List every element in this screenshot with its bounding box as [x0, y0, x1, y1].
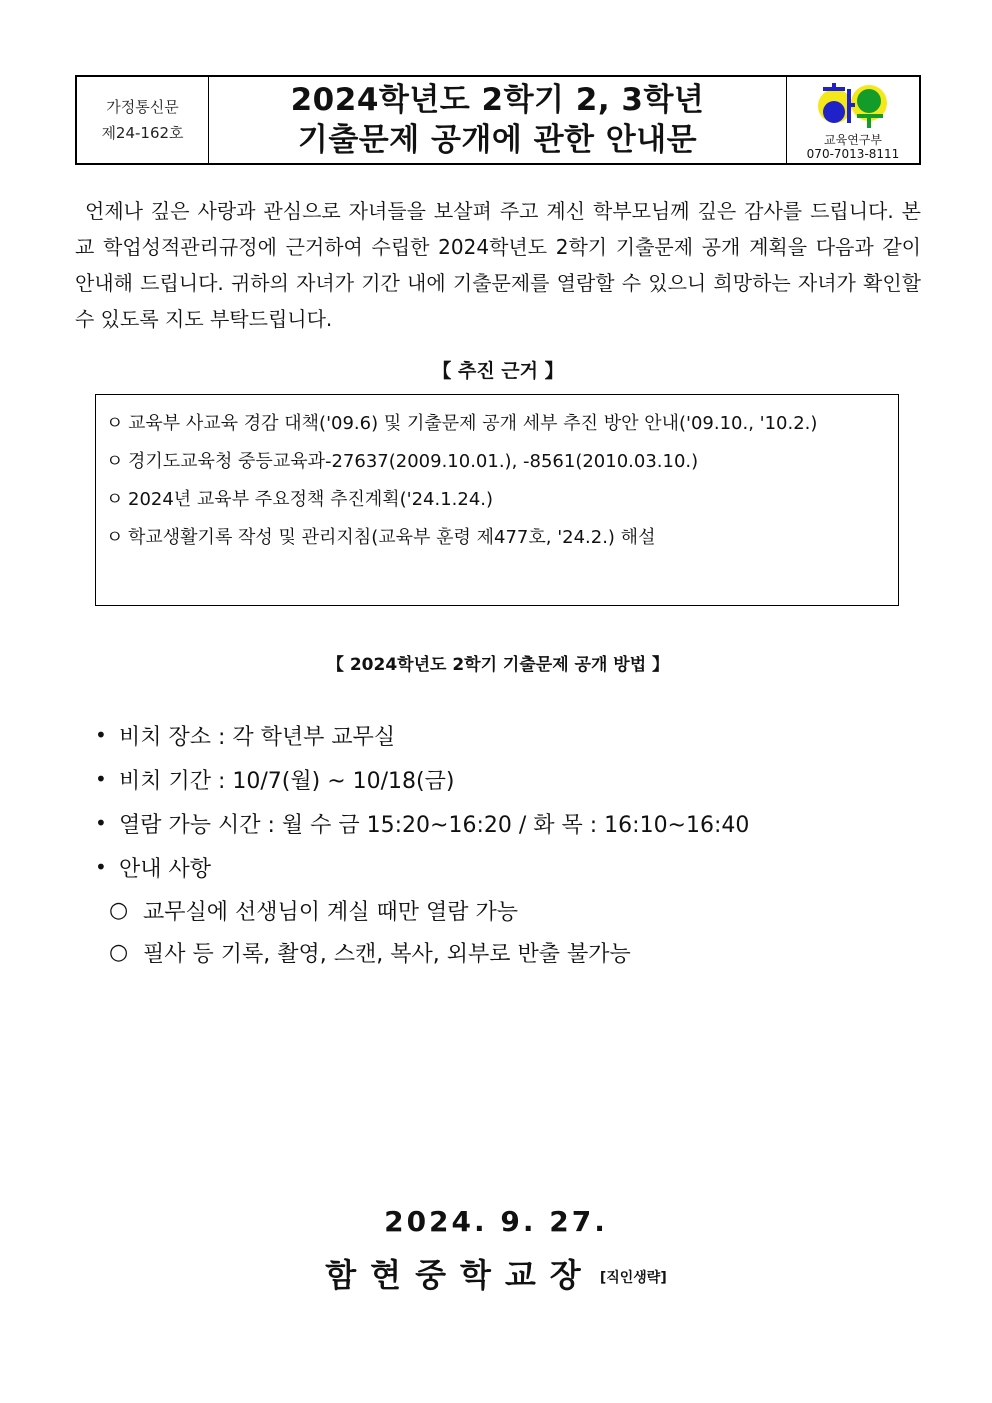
basis-section-title: 【 추진 근거 】: [432, 360, 564, 382]
basis-item-text: 2024년 교육부 주요정책 추진계획('24.1.24.): [128, 489, 494, 510]
note-item: [95, 931, 915, 973]
department-block: [786, 77, 919, 163]
basis-item: [106, 519, 884, 557]
basis-item-text: 경기도교육청 중등교육과-27637(2009.10.01.), -8561(2010.03.10.): [128, 451, 699, 472]
bullet-icon: •: [95, 855, 107, 879]
document-header: [75, 75, 921, 165]
note-item-text: 교무실에 선생님이 계실 때만 열람 가능: [143, 899, 518, 925]
principal-name: 함현중학교장: [325, 1256, 595, 1294]
department-phone: 070-7013-8111: [806, 147, 900, 161]
bullet-icon: ㅇ: [106, 413, 124, 434]
circle-bullet-icon: ○: [109, 939, 129, 965]
basis-box: [95, 394, 899, 606]
method-item: [95, 757, 915, 801]
method-item: [95, 801, 915, 845]
method-item: [95, 713, 915, 757]
note-item: [95, 889, 915, 931]
method-list: [95, 713, 915, 973]
method-item: [95, 845, 915, 889]
method-item-text: 안내 사항: [119, 856, 212, 882]
document-number: 제24-162호: [101, 124, 184, 142]
circle-bullet-icon: ○: [109, 897, 129, 923]
basis-item: [106, 481, 884, 519]
note-item-text: 필사 등 기록, 촬영, 스캔, 복사, 외부로 반출 불가능: [143, 941, 631, 967]
basis-item-text: 학교생활기록 작성 및 관리지침(교육부 훈령 제477호, '24.2.) 해설: [128, 527, 656, 548]
bullet-icon: ㅇ: [106, 451, 124, 472]
basis-item: [106, 405, 884, 443]
seal-note: [직인생략]: [599, 1270, 667, 1286]
method-item-text: 열람 가능 시간 : 월 수 금 15:20~16:20 / 화 목 : 16:10~16:40: [119, 812, 750, 838]
basis-item-text: 교육부 사교육 경감 대책('09.6) 및 기출문제 공개 세부 추진 방안 안내('09.10., '10.2.): [128, 413, 818, 434]
basis-item: [106, 443, 884, 481]
signature-line: [0, 1250, 992, 1296]
document-title: [209, 77, 786, 163]
document-info: [77, 77, 209, 163]
bullet-icon: ㅇ: [106, 489, 124, 510]
method-section-title: 【 2024학년도 2학기 기출문제 공개 방법 】: [326, 655, 670, 675]
bullet-icon: •: [95, 767, 107, 791]
method-item-text: 비치 장소 : 각 학년부 교무실: [119, 724, 396, 750]
method-item-text: 비치 기간 : 10/7(월) ~ 10/18(금): [119, 768, 455, 794]
title-line-2: 기출문제 공개에 관한 안내문: [297, 122, 698, 158]
title-line-1: 2024학년도 2학기 2, 3학년: [290, 82, 705, 118]
bullet-icon: •: [95, 811, 107, 835]
issue-date: 2024. 9. 27.: [384, 1205, 608, 1238]
document-type: 가정통신문: [106, 98, 179, 116]
school-logo-icon: [817, 81, 889, 131]
intro-paragraph: 언제나 깊은 사랑과 관심으로 자녀들을 보살펴 주고 계신 학부모님께 깊은 감사를 드립니다. 본교 학업성적관리규정에 근거하여 수립한 2024학년도 2학기 기출문제 공개 계획을 다음과 같이 안내해 드립니다. 귀하의 자녀가 기간 내에 기출문제를 열람할 수 있으니 희망하는 자녀가 확인할 수 있도록 지도 부탁드립니다.: [75, 199, 921, 331]
bullet-icon: •: [95, 723, 107, 747]
bullet-icon: ㅇ: [106, 527, 124, 548]
department-name: 교육연구부: [824, 133, 882, 147]
